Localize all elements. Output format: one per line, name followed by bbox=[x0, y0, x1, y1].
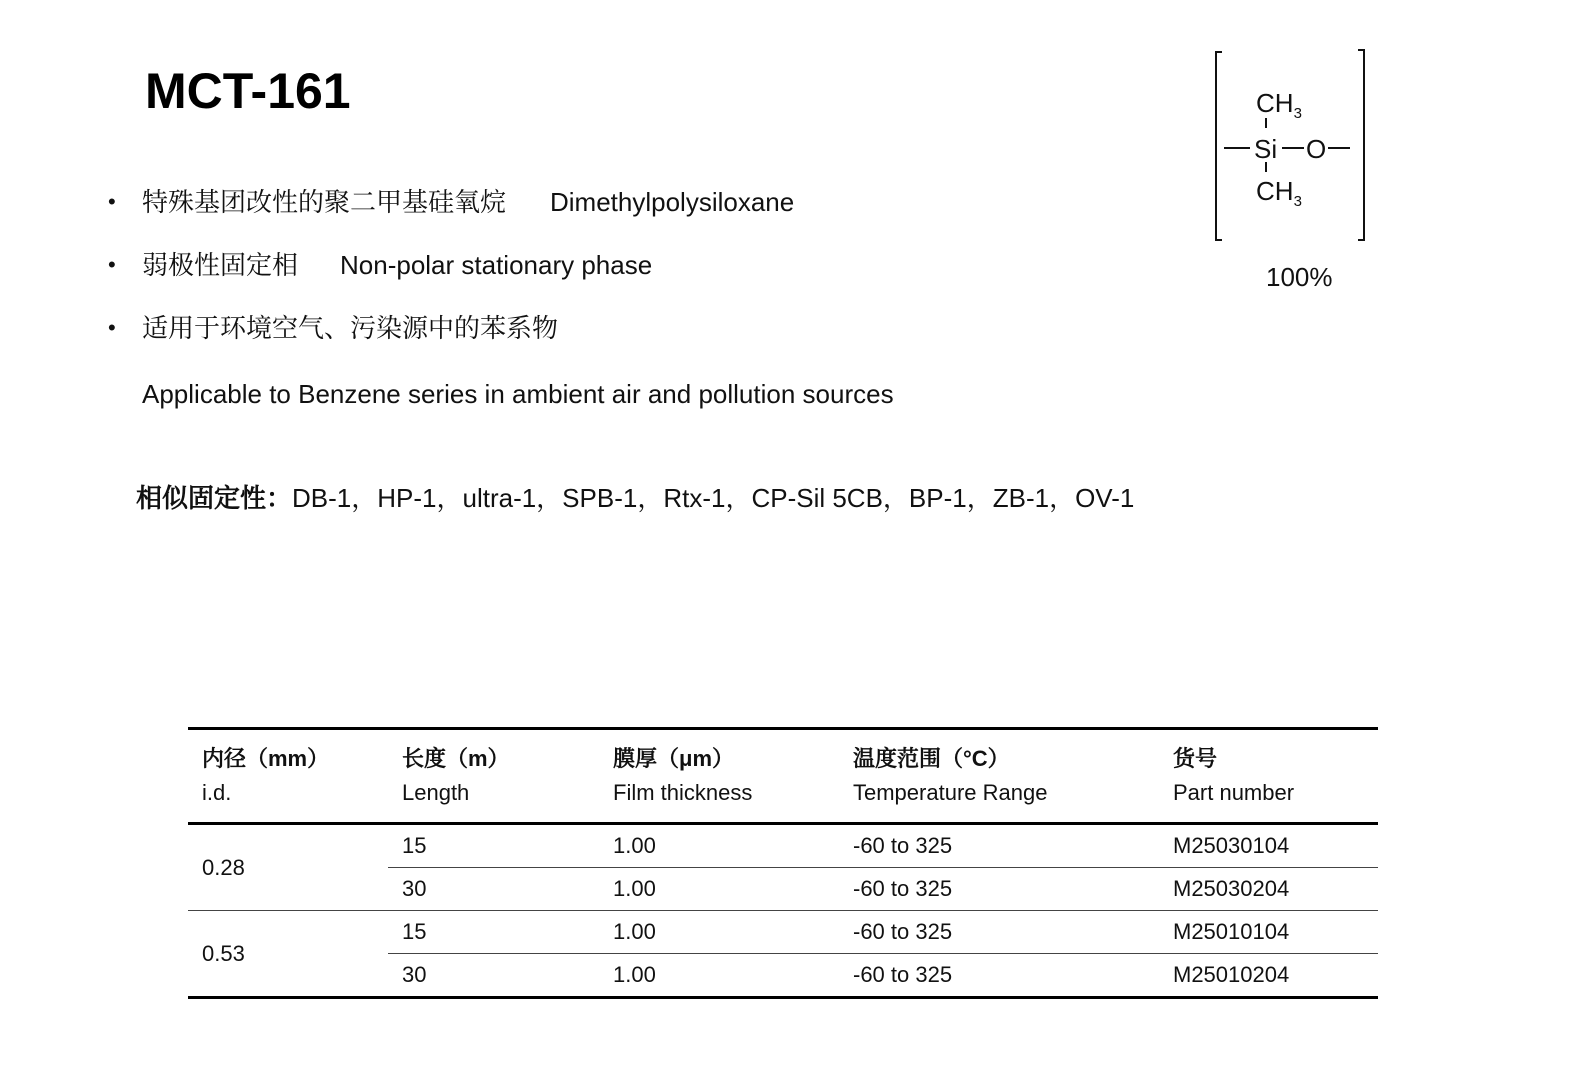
id-cell: 0.28 bbox=[188, 824, 388, 911]
header-id: 内径（mm） i.d. bbox=[202, 746, 330, 805]
table-header-row bbox=[188, 729, 1378, 824]
film-cell: 1.00 bbox=[599, 824, 839, 868]
part-cell: M25030104 bbox=[1159, 824, 1378, 868]
oxygen-atom: O bbox=[1306, 134, 1327, 164]
feature-list bbox=[108, 182, 1108, 371]
structure-percent: 100% bbox=[1266, 262, 1333, 292]
temp-cell: -60 to 325 bbox=[839, 954, 1159, 998]
similar-label: 相似固定性： bbox=[136, 483, 293, 513]
similar-values: DB-1，HP-1，ultra-1，SPB-1，Rtx-1，CP-Sil 5CB，BP-1，ZB-1，OV-1 bbox=[292, 483, 1135, 513]
length-cell: 30 bbox=[388, 868, 599, 911]
methyl-top: $CH_3$ bbox=[1256, 88, 1302, 122]
structure-diagram bbox=[1210, 46, 1380, 246]
temp-cell: -60 to 325 bbox=[839, 868, 1159, 911]
feature-zh: 适用于环境空气、污染源中的苯系物 bbox=[142, 313, 559, 343]
temp-cell: -60 to 325 bbox=[839, 824, 1159, 868]
film-cell: 1.00 bbox=[599, 911, 839, 954]
length-cell: 15 bbox=[388, 911, 599, 954]
application-en: Applicable to Benzene series in ambient air and pollution sources bbox=[142, 379, 894, 409]
temp-cell: -60 to 325 bbox=[839, 911, 1159, 954]
part-cell: M25010104 bbox=[1159, 911, 1378, 954]
header-temp: 温度范围（°C） Temperature Range bbox=[853, 746, 1048, 805]
bullet-icon: • bbox=[108, 189, 116, 214]
feature-zh: 特殊基团改性的聚二甲基硅氧烷 bbox=[142, 187, 507, 217]
bullet-icon: • bbox=[108, 315, 116, 340]
part-cell: M25030204 bbox=[1159, 868, 1378, 911]
feature-item bbox=[108, 308, 1108, 348]
feature-item bbox=[108, 182, 1108, 222]
film-cell: 1.00 bbox=[599, 954, 839, 998]
part-cell: M25010204 bbox=[1159, 954, 1378, 998]
spec-table bbox=[188, 727, 1378, 999]
feature-item bbox=[108, 245, 1108, 285]
methyl-bottom: $CH_3$ bbox=[1256, 176, 1302, 210]
length-cell: 30 bbox=[388, 954, 599, 998]
film-cell: 1.00 bbox=[599, 868, 839, 911]
table-row bbox=[188, 911, 1378, 954]
feature-en: Dimethylpolysiloxane bbox=[550, 187, 795, 217]
feature-zh: 弱极性固定相 bbox=[142, 250, 299, 280]
header-part: 货号 Part number bbox=[1173, 746, 1295, 805]
silicon-atom: Si bbox=[1254, 134, 1278, 164]
header-film: 膜厚（μm） Film thickness bbox=[613, 746, 753, 805]
bullet-icon: • bbox=[108, 252, 116, 277]
table-row bbox=[188, 824, 1378, 868]
length-cell: 15 bbox=[388, 824, 599, 868]
page-title: MCT-161 bbox=[145, 63, 351, 119]
header-length: 长度（m） Length bbox=[402, 746, 510, 805]
similar-phases bbox=[136, 478, 1134, 518]
id-cell: 0.53 bbox=[188, 911, 388, 998]
feature-en: Non-polar stationary phase bbox=[340, 250, 653, 280]
